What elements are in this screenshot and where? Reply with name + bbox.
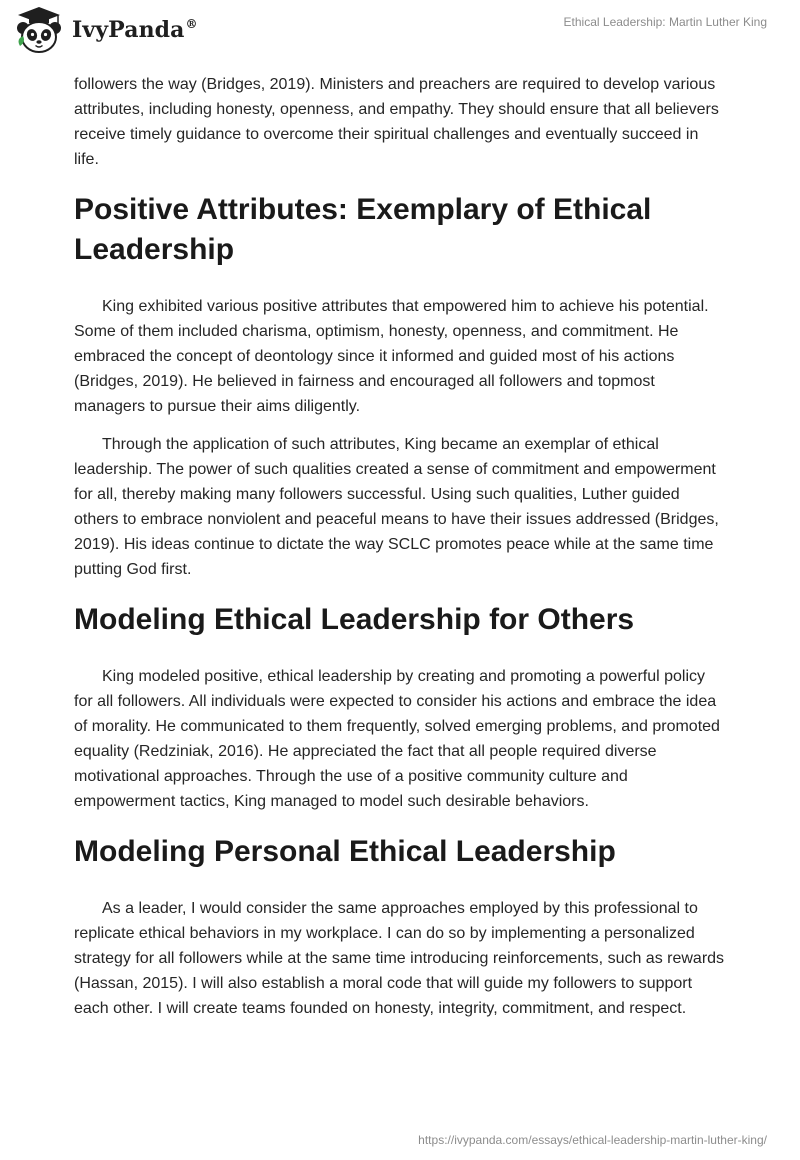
paragraph: King modeled positive, ethical leadership by creating and promoting a powerful policy for all followers. All individuals were expected to consider his actions and embrace the idea of morality. He communicated to them frequently, solved emerging problems, and promoted equality (Redziniak, 2016). He appreciated the fact that all people required diverse motivational approaches. Through the use of a positive community culture and empowerment tactics, King managed to model such desirable behaviors. (74, 668, 720, 810)
site-logo[interactable] (14, 6, 198, 54)
source-url[interactable]: https://ivypanda.com/essays/ethical-leadership-martin-luther-king/ (418, 1133, 767, 1147)
section-heading-modeling-for-others: Modeling Ethical Leadership for Others (74, 603, 635, 636)
page-header (0, 0, 800, 60)
paragraph: As a leader, I would consider the same approaches employed by this professional to replicate ethical behaviors in my workplace. I can do so by implementing a personalized strategy for all followers while at the same time introducing reinforcements, such as rewards (Hassan, 2015). I will also establish a moral code that will guide my followers to support each other. I will create teams founded on honesty, integrity, commitment, and respect. (74, 900, 725, 1017)
document-title: Ethical Leadership: Martin Luther King (563, 15, 767, 29)
panda-graduate-icon (14, 6, 64, 54)
section-heading-positive-attributes: Positive Attributes: Exemplary of Ethical Leadership (74, 193, 652, 266)
essay-body (74, 72, 726, 1034)
paragraph: King exhibited various positive attributes that empowered him to achieve his potential. Some of them included charisma, optimism, honesty, openness, and commitment. He embraced the concept of deontology since it informed and guided most of his actions (Bridges, 2019). He believed in fairness and encouraged all followers and topmost managers to pursue their aims diligently. (74, 298, 709, 415)
brand-name: IvyPanda® (72, 17, 198, 43)
registered-mark: ® (185, 17, 198, 31)
intro-paragraph: followers the way (Bridges, 2019). Ministers and preachers are required to develop various attributes, including honesty, openness, and empathy. They should ensure that all believers receive timely guidance to overcome their spiritual challenges and eventually succeed in life. (74, 76, 719, 168)
paragraph: Through the application of such attributes, King became an exemplar of ethical leadership. The power of such qualities created a sense of commitment and empowerment for all, thereby making many followers successful. Using such qualities, Luther guided others to embrace nonviolent and peaceful means to have their issues addressed (Bridges, 2019). His ideas continue to dictate the way SCLC promotes peace while at the same time putting God first. (74, 436, 719, 578)
section-heading-personal-leadership: Modeling Personal Ethical Leadership (74, 835, 616, 868)
